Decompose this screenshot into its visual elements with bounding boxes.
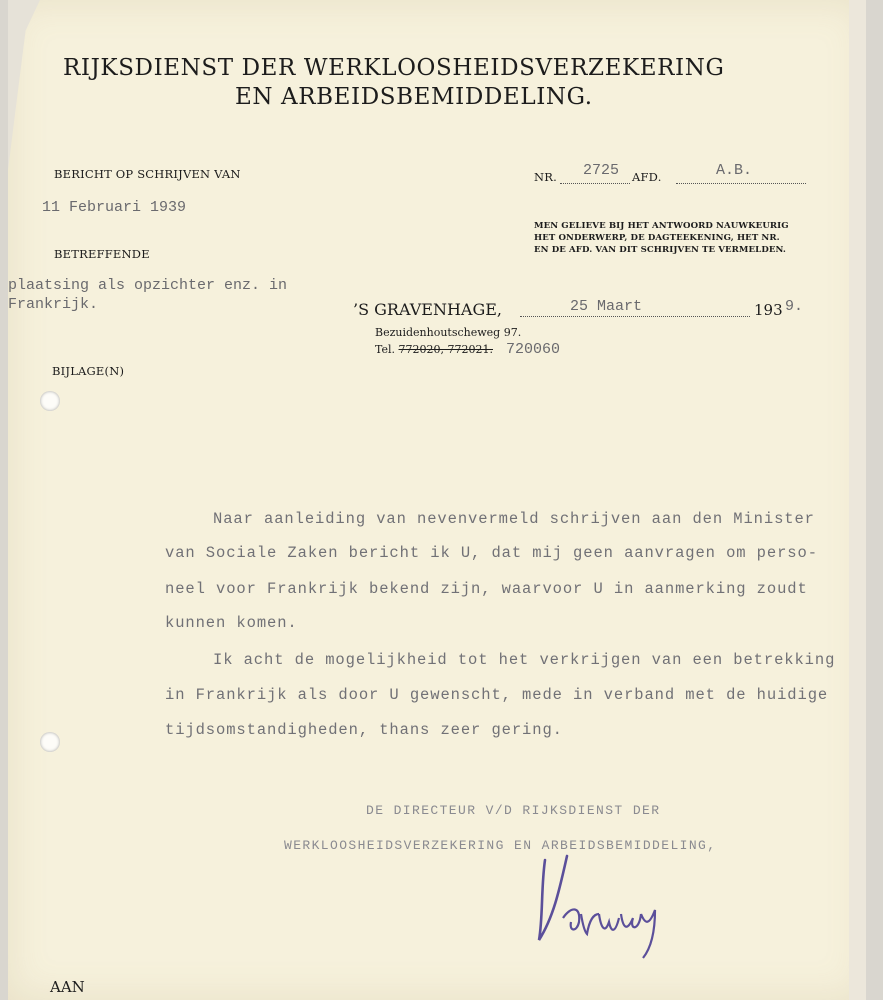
year-prefix: 193 (754, 301, 783, 319)
signatory-line-2: WERKLOOSHEIDSVERZEKERING EN ARBEIDSBEMIDDELING, (284, 838, 717, 853)
letter-paper (8, 0, 866, 1000)
body-line-7: tijdsomstandigheden, thans zeer gering. (165, 721, 563, 739)
reply-date: 11 Februari 1939 (42, 199, 187, 216)
notice-line-1: MEN GELIEVE BIJ HET ANTWOORD NAUWKEURIG (534, 221, 789, 231)
nr-value: 2725 (583, 162, 620, 179)
tel-new: 720060 (506, 341, 561, 358)
city: ’S GRAVENHAGE, (353, 300, 503, 319)
reply-label: BERICHT OP SCHRIJVEN VAN (54, 167, 241, 181)
year-suffix: 9. (785, 298, 804, 315)
letterhead (63, 54, 724, 112)
body-line-5: Ik acht de mogelijkheid tot het verkrijgen van een betrekking (213, 651, 836, 669)
recipient-label: AAN (50, 978, 85, 996)
letterhead-line-2: EN ARBEIDSBEMIDDELING. (235, 84, 593, 110)
subject-line-1: plaatsing als opzichter enz. in (8, 277, 288, 294)
street-address: Bezuidenhoutscheweg 97. (375, 326, 522, 339)
tel-old: 772020, 772021. (398, 343, 493, 356)
notice-line-3: EN DE AFD. VAN DIT SCHRIJVEN TE VERMELDEN. (534, 245, 787, 255)
tel-label: Tel. (375, 343, 396, 356)
handwritten-signature (523, 848, 673, 963)
notice-line-2: HET ONDERWERP, DE DAGTEEKENING, HET NR. (534, 233, 780, 243)
nr-dotted-line (560, 183, 630, 184)
subject-line-2: Frankrijk. (8, 296, 99, 313)
attachments-label: BIJLAGE(N) (52, 364, 125, 378)
torn-corner (8, 0, 40, 170)
body-line-4: kunnen komen. (165, 614, 298, 632)
punch-hole-top (40, 391, 60, 411)
afd-dotted-line (676, 183, 806, 184)
punch-hole-bottom (40, 732, 60, 752)
letterhead-line-1: RIJKSDIENST DER WERKLOOSHEIDSVERZEKERING (63, 55, 725, 81)
body-line-2: van Sociale Zaken bericht ik U, dat mij geen aanvragen om perso- (165, 544, 818, 562)
telephone (375, 343, 493, 356)
paper-edge (849, 0, 866, 1000)
letter-date: 25 Maart (570, 298, 643, 315)
body-line-3: neel voor Frankrijk bekend zijn, waarvoor U in aanmerking zoudt (165, 580, 808, 598)
afd-value: A.B. (716, 162, 753, 179)
reference-notice (534, 220, 789, 256)
body-line-1: Naar aanleiding van nevenvermeld schrijven aan den Minister (213, 510, 815, 528)
nr-label: NR. (534, 170, 557, 184)
date-dotted-line (520, 316, 750, 317)
signatory-line-1: DE DIRECTEUR V/D RIJKSDIENST DER (366, 803, 661, 818)
subject-text (8, 276, 287, 314)
subject-label: BETREFFENDE (54, 247, 150, 261)
afd-label: AFD. (632, 170, 662, 184)
body-line-6: in Frankrijk als door U gewenscht, mede in verband met de huidige (165, 686, 829, 704)
